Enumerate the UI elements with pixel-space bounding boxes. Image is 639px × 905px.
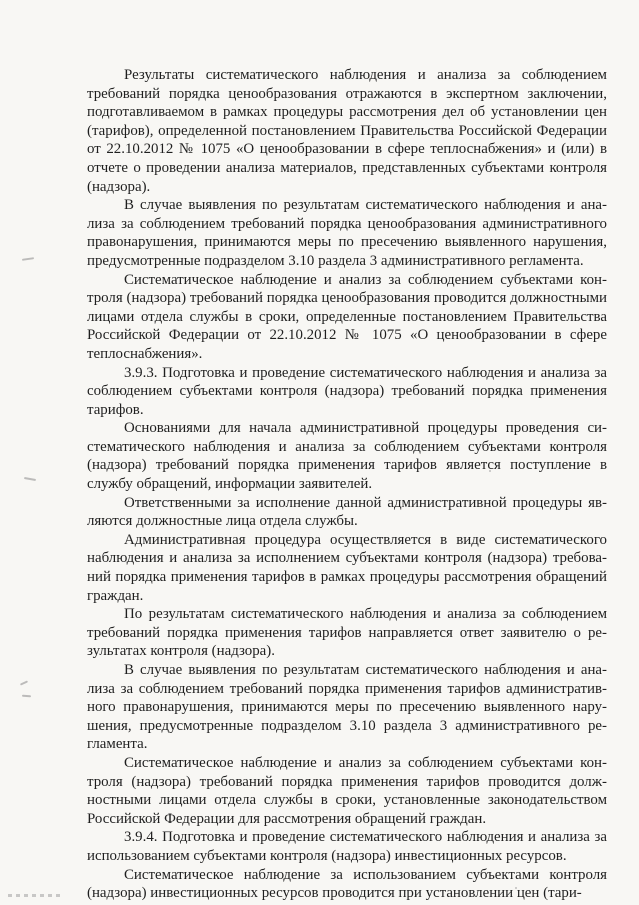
section-3-9-4: 3.9.4. Подготовка и проведение систематического наблюдения и анализа за использованием субъектами контроля (надзора) инвестиционных ресурсов. [87,829,607,864]
paragraph-procedure: Административная процедура осуществляется в виде систематического наблюдения и анализа за исполнением субъектами контроля (надзора) требований порядка применения тарифов в рамках процедуры рассмотрения обращений граждан. [87,531,607,604]
paragraph-responsible: Ответственными за исполнение данной административной процедуры являются должностные лица отдела службы. [87,494,607,530]
paragraph-response: По результатам систематического наблюдения и анализа за соблюдением требований порядка применения тарифов направляется ответ заявителю о результатах контроля (надзора). [87,606,607,660]
paragraph-violation-tariffs: В случае выявления по результатам систематического наблюдения и анализа за соблюдением требований порядка применения тарифов административного правонарушения, принимаются меры по пресечению выявленного нарушения, предусмотренные подразделом 3.10 раздела 3 административного регламента. [87,662,607,753]
section-3-9-3: 3.9.3. Подготовка и проведение систематического наблюдения и анализа за соблюдением субъектами контроля (надзора) требований порядка применения тарифов. [87,364,607,418]
paragraph-investment: Систематическое наблюдение за использованием субъектами контроля (надзора) инвестиционных ресурсов проводится при установлении цен (тари- [87,866,607,902]
paragraph-monitoring-pricing: Систематическое наблюдение и анализ за соблюдением субъектами контроля (надзора) требований порядка ценообразования проводится должностными лицами отдела службы в сроки, определенные постановлением Правительства Российской Федерации от 22.10.2012 № 1075 «О ценообразовании в сфере теплоснабжения». [87,271,607,362]
paragraph-monitoring-tariffs: Систематическое наблюдение и анализ за соблюдением субъектами контроля (надзора) требований порядка применения тарифов проводится должностными лицами отдела службы в сроки, установленные законодательством Российской Федерации для рассмотрения обращений граждан. [87,754,607,827]
paragraph-violation-pricing: В случае выявления по результатам систематического наблюдения и анализа за соблюдением требований порядка ценообразования административного правонарушения, принимаются меры по пресечению выявленного нарушения, предусмотренные подразделом 3.10 раздела 3 административного регламента. [87,197,607,269]
margin-scan-mark [22,695,31,698]
paragraph-grounds: Основаниями для начала административной процедуры проведения систематического наблюдения и анализа за соблюдением субъектами контроля (надзора) требований порядка применения тарифов является поступление в службу обращений, информации заявителей. [87,420,607,493]
document-text [87,66,607,903]
scan-edge-marks [8,894,60,897]
margin-scan-mark [20,680,28,685]
margin-scan-mark [24,477,36,481]
margin-scan-mark [22,257,34,261]
paragraph-results: Результаты систематического наблюдения и анализа за соблюдением требований порядка ценообразования отражаются в экспертном заключении, подготавливаемом в рамках процедуры рассмотрения дел об установлении цен (тарифов), определенной постановлением Правительства Российской Федерации от 22.10.2012 № 1075 «О ценообразовании в сфере теплоснабжения» и (или) в отчете о проведении анализа материалов, представленных субъектами контроля (надзора). [87,67,607,195]
